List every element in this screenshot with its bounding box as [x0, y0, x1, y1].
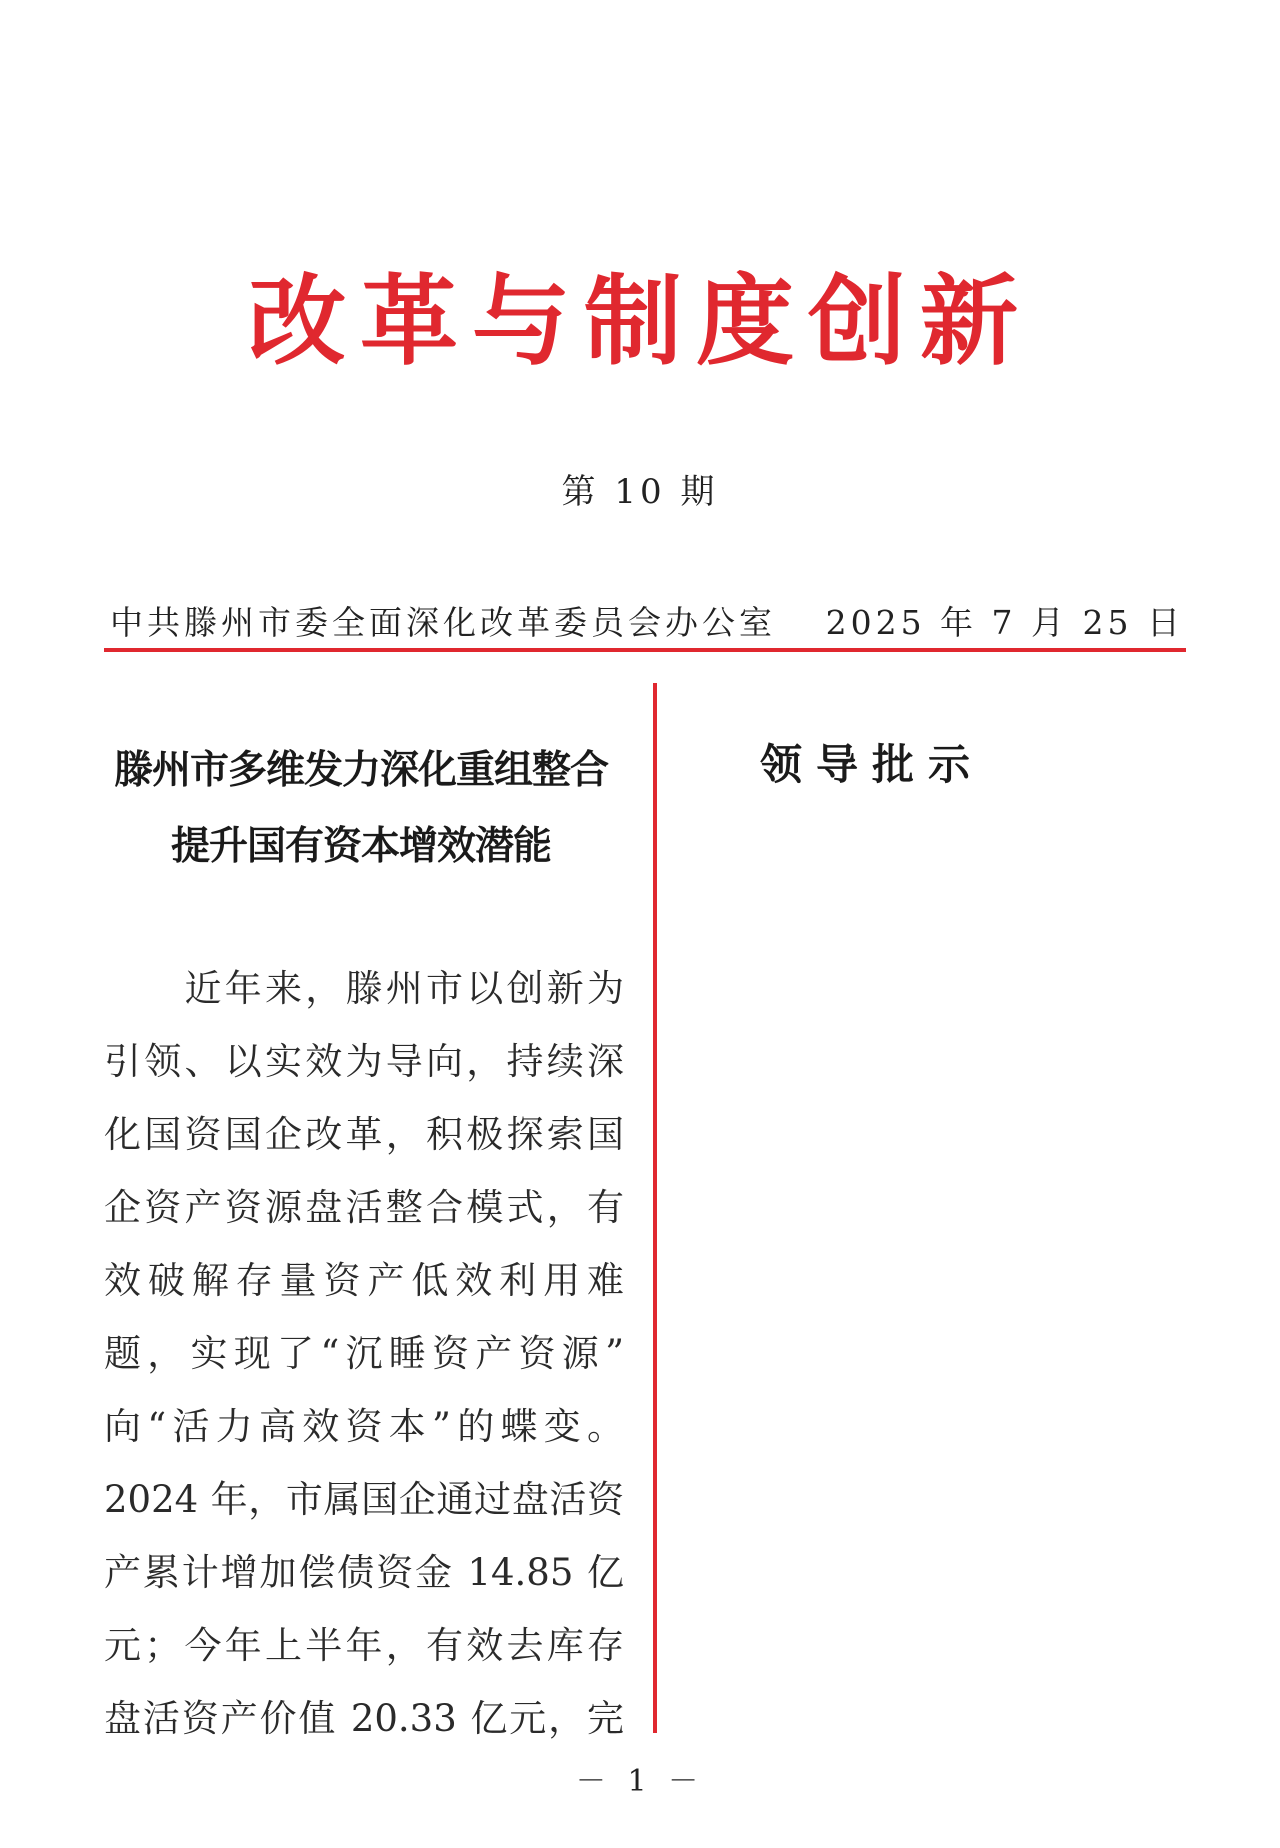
page-number: － 1 － — [575, 1764, 705, 1799]
body-line: 盘活资产价值 20.33 亿元，完 — [104, 1697, 624, 1740]
body-line: 元；今年上半年，有效去库存 — [104, 1624, 624, 1667]
body-line: 化国资国企改革，积极探索国 — [104, 1113, 624, 1156]
body-line: 产累计增加偿债资金 14.85 亿 — [104, 1551, 624, 1594]
article-title-line: 滕州市多维发力深化重组整合 — [113, 748, 608, 793]
column-divider — [653, 683, 657, 1733]
article-title — [96, 733, 626, 885]
body-line: 题，实现了“沉睡资产资源” — [104, 1332, 624, 1375]
publication-date: 2025 年 7 月 25 日 — [825, 603, 1184, 642]
article-body — [104, 952, 624, 1755]
leader-instructions-heading: 领导批示 — [760, 740, 985, 789]
body-line: 2024 年，市属国企通过盘活资 — [104, 1478, 624, 1521]
issue-number: 第 10 期 — [561, 472, 719, 512]
article-title-line: 提升国有资本增效潜能 — [170, 824, 551, 869]
body-line: 效破解存量资产低效利用难 — [104, 1259, 624, 1302]
body-line: 企资产资源盘活整合模式，有 — [104, 1186, 624, 1229]
masthead-title: 改革与制度创新 — [247, 265, 1032, 379]
body-line: 向“活力高效资本”的蝶变。 — [104, 1405, 624, 1448]
header-divider — [104, 648, 1186, 652]
body-line: 引领、以实效为导向，持续深 — [104, 1040, 624, 1083]
issuer-name: 中共滕州市委全面深化改革委员会办公室 — [110, 603, 776, 642]
body-line: 近年来，滕州市以创新为 — [104, 967, 624, 1010]
